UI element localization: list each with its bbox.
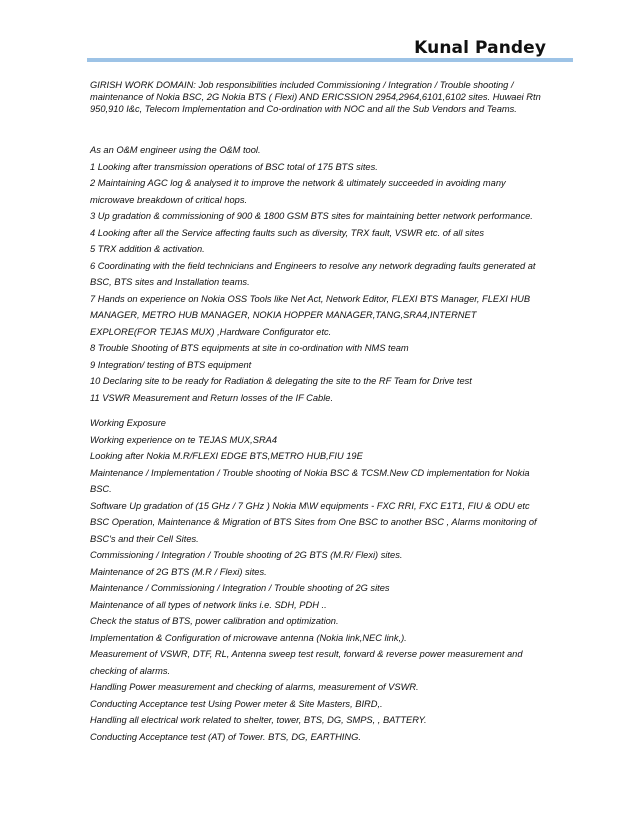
exposure-line: BSC Operation, Maintenance & Migration of BTS Sites from One BSC to another BSC , Alarms monitoring of bbox=[90, 517, 537, 527]
om-line: EXPLORE(FOR TEJAS MUX) ,Hardware Configurator etc. bbox=[90, 326, 332, 337]
exposure-line: Handling Power measurement and checking of alarms, measurement of VSWR. bbox=[90, 682, 419, 692]
exposure-line: Software Up gradation of (15 GHz / 7 GHz ) Nokia M\W equipments - FXC RRI, FXC E1T1, FIU & ODU etc bbox=[90, 500, 530, 511]
exposure-line: Maintenance of 2G BTS (M.R / Flexi) sites. bbox=[90, 566, 267, 577]
exposure-line: Maintenance / Commissioning / Integration / Trouble shooting of 2G sites bbox=[90, 583, 390, 593]
exposure-line: Maintenance / Implementation / Trouble shooting of Nokia BSC & TCSM.New CD implementation for Nokia bbox=[90, 467, 530, 478]
exposure-line: checking of alarms. bbox=[90, 665, 171, 676]
om-line: 8 Trouble Shooting of BTS equipments at site in co-ordination with NMS team bbox=[90, 343, 409, 353]
om-line: As an O&M engineer using the O&M tool. bbox=[90, 145, 261, 155]
om-line: 4 Looking after all the Service affecting faults such as diversity, TRX fault, VSWR etc. of all sites bbox=[90, 227, 485, 238]
resume-name: Kunal Pandey bbox=[414, 38, 546, 58]
om-line: 2 Maintaining AGC log & analysed it to improve the network & ultimately succeeded in avoiding many bbox=[90, 178, 506, 188]
om-line: 6 Coordinating with the field technicians and Engineers to resolve any network degrading faults generated at bbox=[90, 260, 536, 271]
om-line: 9 Integration/ testing of BTS equipment bbox=[90, 359, 252, 370]
om-line: MANAGER, METRO HUB MANAGER, NOKIA HOPPER MANAGER,TANG,SRA4,INTERNET bbox=[90, 310, 477, 320]
exposure-line: Check the status of BTS, power calibration and optimization. bbox=[90, 616, 339, 626]
header-divider bbox=[87, 58, 573, 62]
om-line: 11 VSWR Measurement and Return losses of the IF Cable. bbox=[90, 392, 334, 403]
om-line: 5 TRX addition & activation. bbox=[90, 244, 205, 254]
om-line: 10 Declaring site to be ready for Radiation & delegating the site to the RF Team for Drive test bbox=[90, 376, 472, 386]
exposure-line: BSC's and their Cell Sites. bbox=[90, 533, 199, 544]
exposure-line: Handling all electrical work related to shelter, tower, BTS, DG, SMPS, , BATTERY. bbox=[90, 715, 427, 725]
om-line: 1 Looking after transmission operations of BSC total of 175 BTS sites. bbox=[90, 161, 378, 172]
exposure-line: Looking after Nokia M.R/FLEXI EDGE BTS,METRO HUB,FIU 19E bbox=[90, 451, 363, 461]
exposure-line: BSC. bbox=[90, 484, 112, 494]
exposure-line: Commissioning / Integration / Trouble shooting of 2G BTS (M.R/ Flexi) sites. bbox=[90, 550, 403, 560]
om-line: microwave breakdown of critical hops. bbox=[90, 194, 248, 205]
om-line: 3 Up gradation & commissioning of 900 & 1800 GSM BTS sites for maintaining better network performance. bbox=[90, 211, 533, 221]
exposure-line: Working experience on te TEJAS MUX,SRA4 bbox=[90, 434, 278, 445]
om-responsibilities-list bbox=[90, 142, 560, 406]
working-exposure-list bbox=[90, 415, 560, 745]
exposure-heading: Working Exposure bbox=[90, 418, 166, 428]
intro-paragraph: GIRISH WORK DOMAIN: Job responsibilities included Commissioning / Integration / Trouble shooting / maintenance of Nokia BSC, 2G Nokia BTS ( Flexi) AND ERICSSION 2954,2964,6101,6102 sites. Huwaei Rtn 950,910 I&c, Telecom Implementation and Co-ordination with NOC and all the Sub Vendors and Teams. bbox=[90, 80, 541, 114]
exposure-line: Conducting Acceptance test (AT) of Tower. BTS, DG, EARTHING. bbox=[90, 731, 361, 742]
om-line: BSC, BTS sites and Installation teams. bbox=[90, 277, 250, 287]
exposure-line: Implementation & Configuration of microwave antenna (Nokia link,NEC link,). bbox=[90, 632, 407, 643]
exposure-line: Conducting Acceptance test Using Power meter & Site Masters, BIRD,. bbox=[90, 698, 383, 709]
exposure-line: Measurement of VSWR, DTF, RL, Antenna sweep test result, forward & reverse power measurement and bbox=[90, 649, 523, 659]
om-line: 7 Hands on experience on Nokia OSS Tools like Net Act, Network Editor, FLEXI BTS Manager, FLEXI HUB bbox=[90, 293, 531, 304]
exposure-line: Maintenance of all types of network links i.e. SDH, PDH .. bbox=[90, 599, 327, 610]
